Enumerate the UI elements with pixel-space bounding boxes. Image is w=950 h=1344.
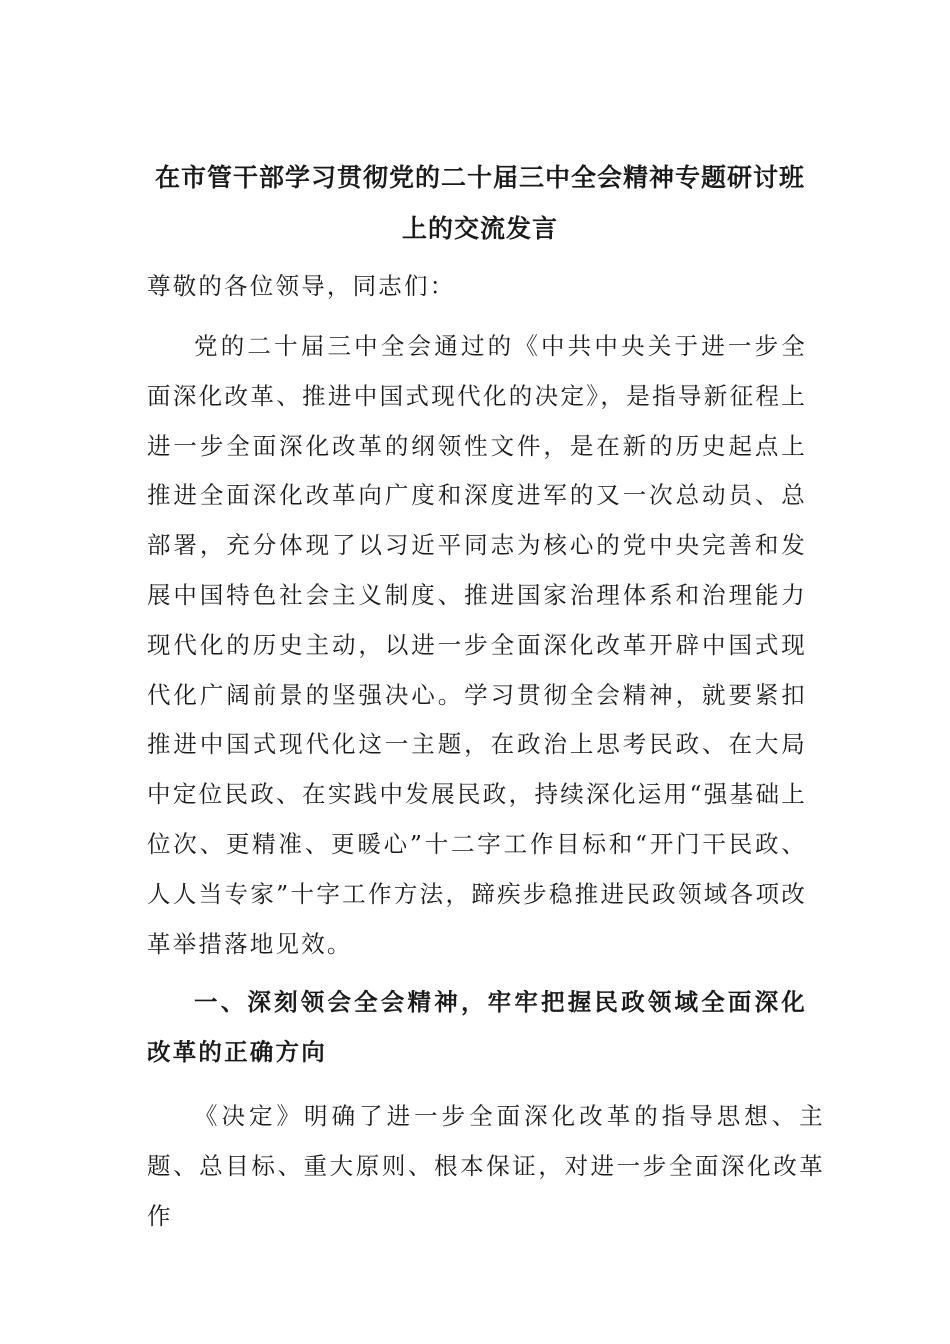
paragraph-1: 党的二十届三中全会通过的《中共中央关于进一步全面深化改革、推进中国式现代化的决定》，是指导新征程上进一步全面深化改革的纲领性文件，是在新的历史起点上推进全面深化改革向广度和深度进军的又一次总动员、总部署，充分体现了以习近平同志为核心的党中央完善和发展中国特色社会主义制度、推进国家治理体系和治理能力现代化的历史主动，以进一步全面深化改革开辟中国式现代化广阔前景的坚强决心。学习贯彻全会精神，就要紧扣推进中国式现代化这一主题，在政治上思考民政、在大局中定位民政、在实践中发展民政，持续深化运用“强基础上位次、更精准、更暖心”十二字工作目标和“开门干民政、人人当专家”十字工作方法，蹄疾步稳推进民政领域各项改革举措落地见效。: [147, 332, 807, 958]
title-line-1: 在市管干部学习贯彻党的二十届三中全会精神专题研讨班: [154, 163, 805, 192]
document-title: [120, 152, 840, 254]
section-heading-1: 一、深刻领会全会精神，牢牢把握民政领域全面深化改革的正确方向: [147, 988, 807, 1066]
salutation: 尊敬的各位领导，同志们：: [147, 272, 456, 300]
paragraph-2: 《决定》明确了进一步全面深化改革的指导思想、主题、总目标、重大原则、根本保证，对进一步全面深化改革作: [147, 1102, 825, 1230]
title-line-2: 上的交流发言: [401, 214, 558, 243]
